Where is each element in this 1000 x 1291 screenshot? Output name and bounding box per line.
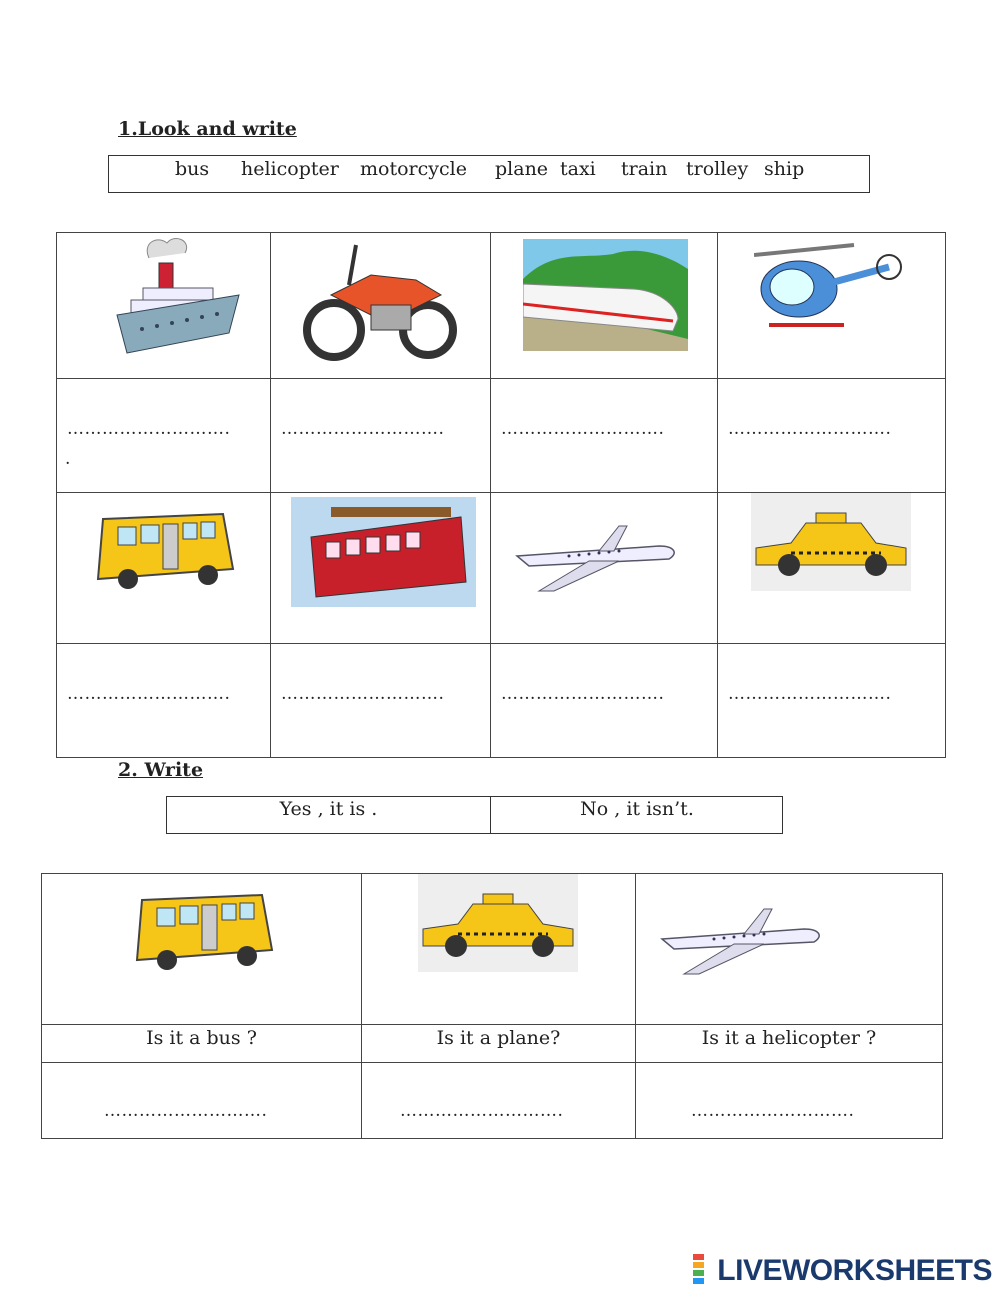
word-helicopter: helicopter	[241, 158, 339, 180]
write-table	[41, 873, 943, 1139]
word-bank	[108, 155, 870, 193]
blank-cell	[42, 1063, 362, 1139]
blank-cell	[718, 644, 946, 758]
blank-cell	[491, 379, 718, 493]
train-picture-cell	[491, 233, 718, 379]
question-text: Is it a bus ?	[146, 1027, 257, 1049]
answer-blank[interactable]: ……………………….	[728, 684, 892, 704]
answer-blank[interactable]: ……………………….	[67, 419, 231, 439]
ship-picture-cell	[57, 233, 271, 379]
look-and-write-table	[56, 232, 946, 758]
answer-blank-extra: .	[65, 449, 71, 469]
answer-blank[interactable]: ……………………….	[400, 1101, 564, 1121]
answer-options-box	[166, 796, 783, 834]
blank-cell	[271, 379, 491, 493]
blank-cell	[718, 379, 946, 493]
bus-icon	[93, 509, 238, 589]
word-train: train	[621, 158, 668, 180]
trolley-picture-cell	[271, 493, 491, 644]
plane-picture-cell	[491, 493, 718, 644]
answer-blank[interactable]: ……………………….	[67, 684, 231, 704]
section2-heading: 2. Write	[118, 759, 204, 781]
blank-cell	[491, 644, 718, 758]
word-motorcycle: motorcycle	[360, 158, 467, 180]
helicopter-icon	[754, 237, 909, 337]
word-plane: plane	[495, 158, 549, 180]
logo-text: LIVEWORKSHEETS	[717, 1254, 992, 1287]
answer-blank[interactable]: ……………………….	[691, 1101, 855, 1121]
answer-blank[interactable]: ……………………….	[281, 684, 445, 704]
plane-icon	[509, 521, 681, 596]
answer-blank[interactable]: ……………………….	[501, 684, 665, 704]
taxi-picture-cell	[362, 874, 636, 1025]
taxi-icon	[418, 874, 578, 972]
trolley-icon	[291, 497, 476, 607]
taxi-icon	[751, 493, 911, 591]
bus-icon	[132, 890, 277, 970]
taxi-picture-cell	[718, 493, 946, 644]
question-cell	[636, 1025, 943, 1063]
bus-picture-cell	[42, 874, 362, 1025]
blank-cell	[362, 1063, 636, 1139]
plane-picture-cell	[636, 874, 943, 1025]
question-text: Is it a plane?	[436, 1027, 561, 1049]
blank-cell	[636, 1063, 943, 1139]
word-taxi: taxi	[560, 158, 596, 180]
blank-cell	[271, 644, 491, 758]
question-cell	[362, 1025, 636, 1063]
liveworksheets-logo	[693, 1254, 992, 1288]
question-text: Is it a helicopter ?	[701, 1027, 877, 1049]
word-bus: bus	[175, 158, 210, 180]
logo-badge-icon	[693, 1254, 717, 1284]
blank-cell	[57, 644, 271, 758]
motorcycle-icon	[301, 235, 461, 370]
answer-blank[interactable]: ……………………….	[281, 419, 445, 439]
answer-option-yes: Yes , it is .	[167, 797, 491, 833]
word-trolley: trolley	[686, 158, 749, 180]
blank-cell	[57, 379, 271, 493]
motorcycle-picture-cell	[271, 233, 491, 379]
word-ship: ship	[764, 158, 805, 180]
train-icon	[523, 239, 688, 351]
ship-icon	[87, 233, 247, 358]
answer-option-no: No , it isn’t.	[580, 798, 694, 820]
plane-icon	[654, 904, 826, 979]
section1-heading: 1.Look and write	[118, 118, 297, 140]
helicopter-picture-cell	[718, 233, 946, 379]
answer-blank[interactable]: ……………………….	[728, 419, 892, 439]
answer-blank[interactable]: ……………………….	[501, 419, 665, 439]
question-cell	[42, 1025, 362, 1063]
answer-blank[interactable]: ……………………….	[104, 1101, 268, 1121]
bus-picture-cell	[57, 493, 271, 644]
